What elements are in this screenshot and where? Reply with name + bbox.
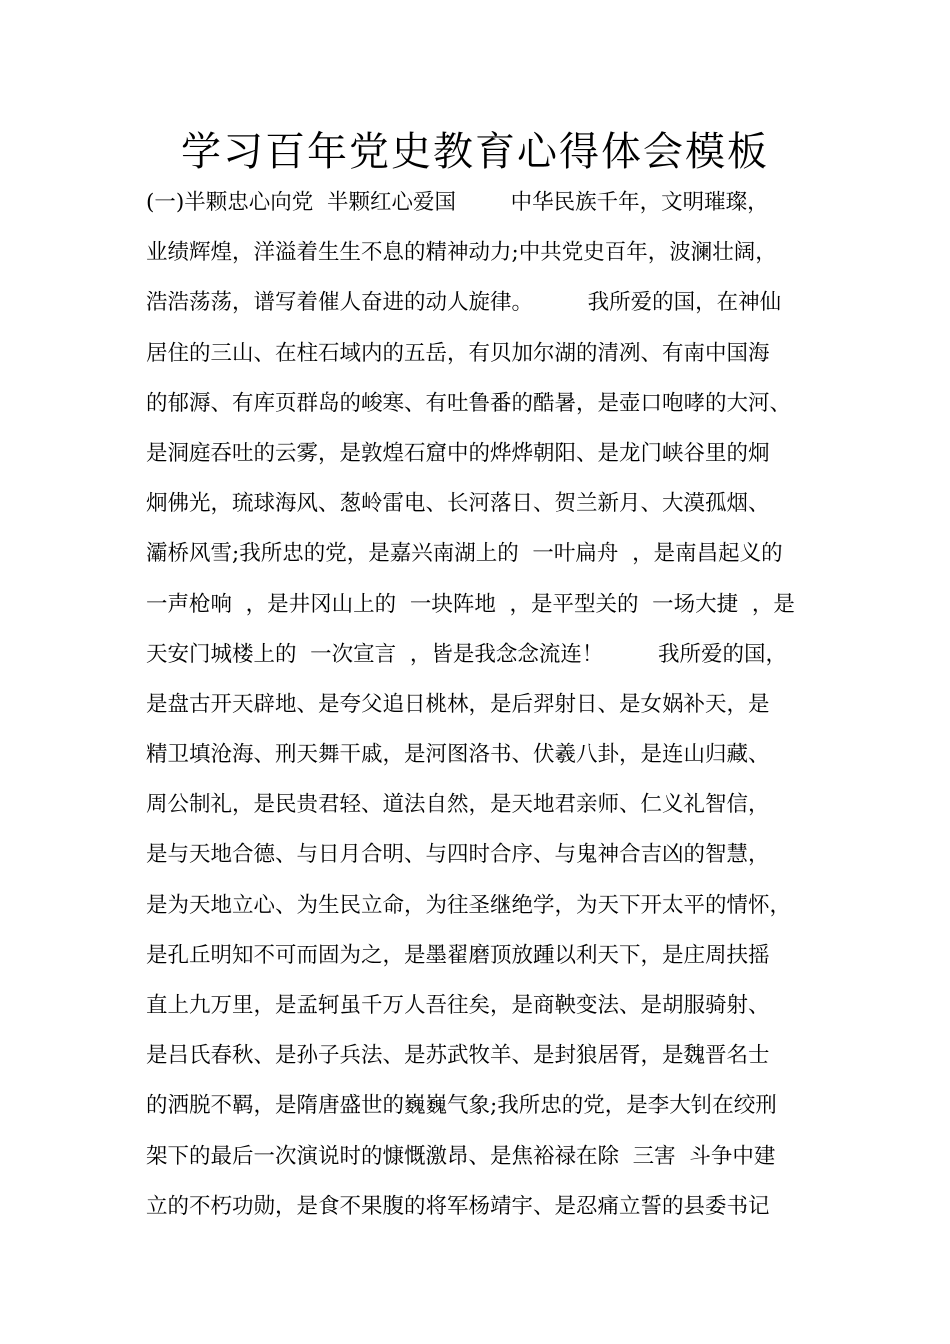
- body-line: 天安门城楼上的 一次宣言 ，皆是我念念流连！ 我所爱的国，: [146, 641, 788, 667]
- body-line: 架下的最后一次演说时的慷慨激昂、是焦裕禄在除 三害 斗争中建: [146, 1143, 776, 1169]
- body-line: 的洒脱不羁，是隋唐盛世的巍巍气象;我所忠的党，是李大钊在绞刑: [146, 1093, 777, 1119]
- body-line: 立的不朽功勋，是食不果腹的将军杨靖宇、是忍痛立誓的县委书记: [146, 1193, 770, 1219]
- body-line: 精卫填沧海、刑天舞干戚，是河图洛书、伏羲八卦，是连山归藏、: [146, 742, 770, 768]
- body-line: 灞桥风雪;我所忠的党，是嘉兴南湖上的 一叶扁舟 ，是南昌起义的: [146, 541, 783, 567]
- document-title: 学习百年党史教育心得体会模板: [181, 129, 769, 175]
- body-line: 是洞庭吞吐的云雾，是敦煌石窟中的烨烨朝阳、是龙门峡谷里的炯: [146, 440, 770, 466]
- body-line: (一)半颗忠心向党 半颗红心爱国 中华民族千年，文明璀璨，: [146, 190, 769, 215]
- body-line: 一声枪响 ，是井冈山上的 一块阵地 ，是平型关的 一场大捷 ，是: [146, 591, 795, 617]
- body-line: 是孔丘明知不可而固为之，是墨翟磨顶放踵以利天下，是庄周扶摇: [146, 942, 770, 968]
- body-line: 居住的三山、在柱石域内的五岳，有贝加尔湖的清冽、有南中国海: [146, 340, 770, 366]
- body-line: 是盘古开天辟地、是夸父追日桃林，是后羿射日、是女娲补天，是: [146, 691, 770, 717]
- body-line: 是吕氏春秋、是孙子兵法、是苏武牧羊、是封狼居胥，是魏晋名士: [146, 1043, 770, 1069]
- body-line: 业绩辉煌，洋溢着生生不息的精神动力;中共党史百年，波澜壮阔，: [146, 240, 777, 266]
- body-line: 是为天地立心、为生民立命，为往圣继绝学，为天下开太平的情怀，: [146, 892, 792, 918]
- body-line: 浩浩荡荡，谱写着催人奋进的动人旋律。 我所爱的国，在神仙: [146, 290, 782, 316]
- document-body: [146, 178, 826, 1232]
- body-line: 的郁溽、有库页群岛的峻寒、有吐鲁番的酷暑，是壶口咆哮的大河、: [146, 390, 792, 416]
- body-line: 直上九万里，是孟轲虽千万人吾往矣，是商鞅变法、是胡服骑射、: [146, 993, 770, 1018]
- body-line: 是与天地合德、与日月合明、与四时合序、与鬼神合吉凶的智慧，: [146, 842, 770, 868]
- body-line: 周公制礼，是民贵君轻、道法自然，是天地君亲师、仁义礼智信，: [146, 792, 770, 818]
- body-line: 炯佛光，琉球海风、葱岭雷电、长河落日、贺兰新月、大漠孤烟、: [146, 491, 770, 517]
